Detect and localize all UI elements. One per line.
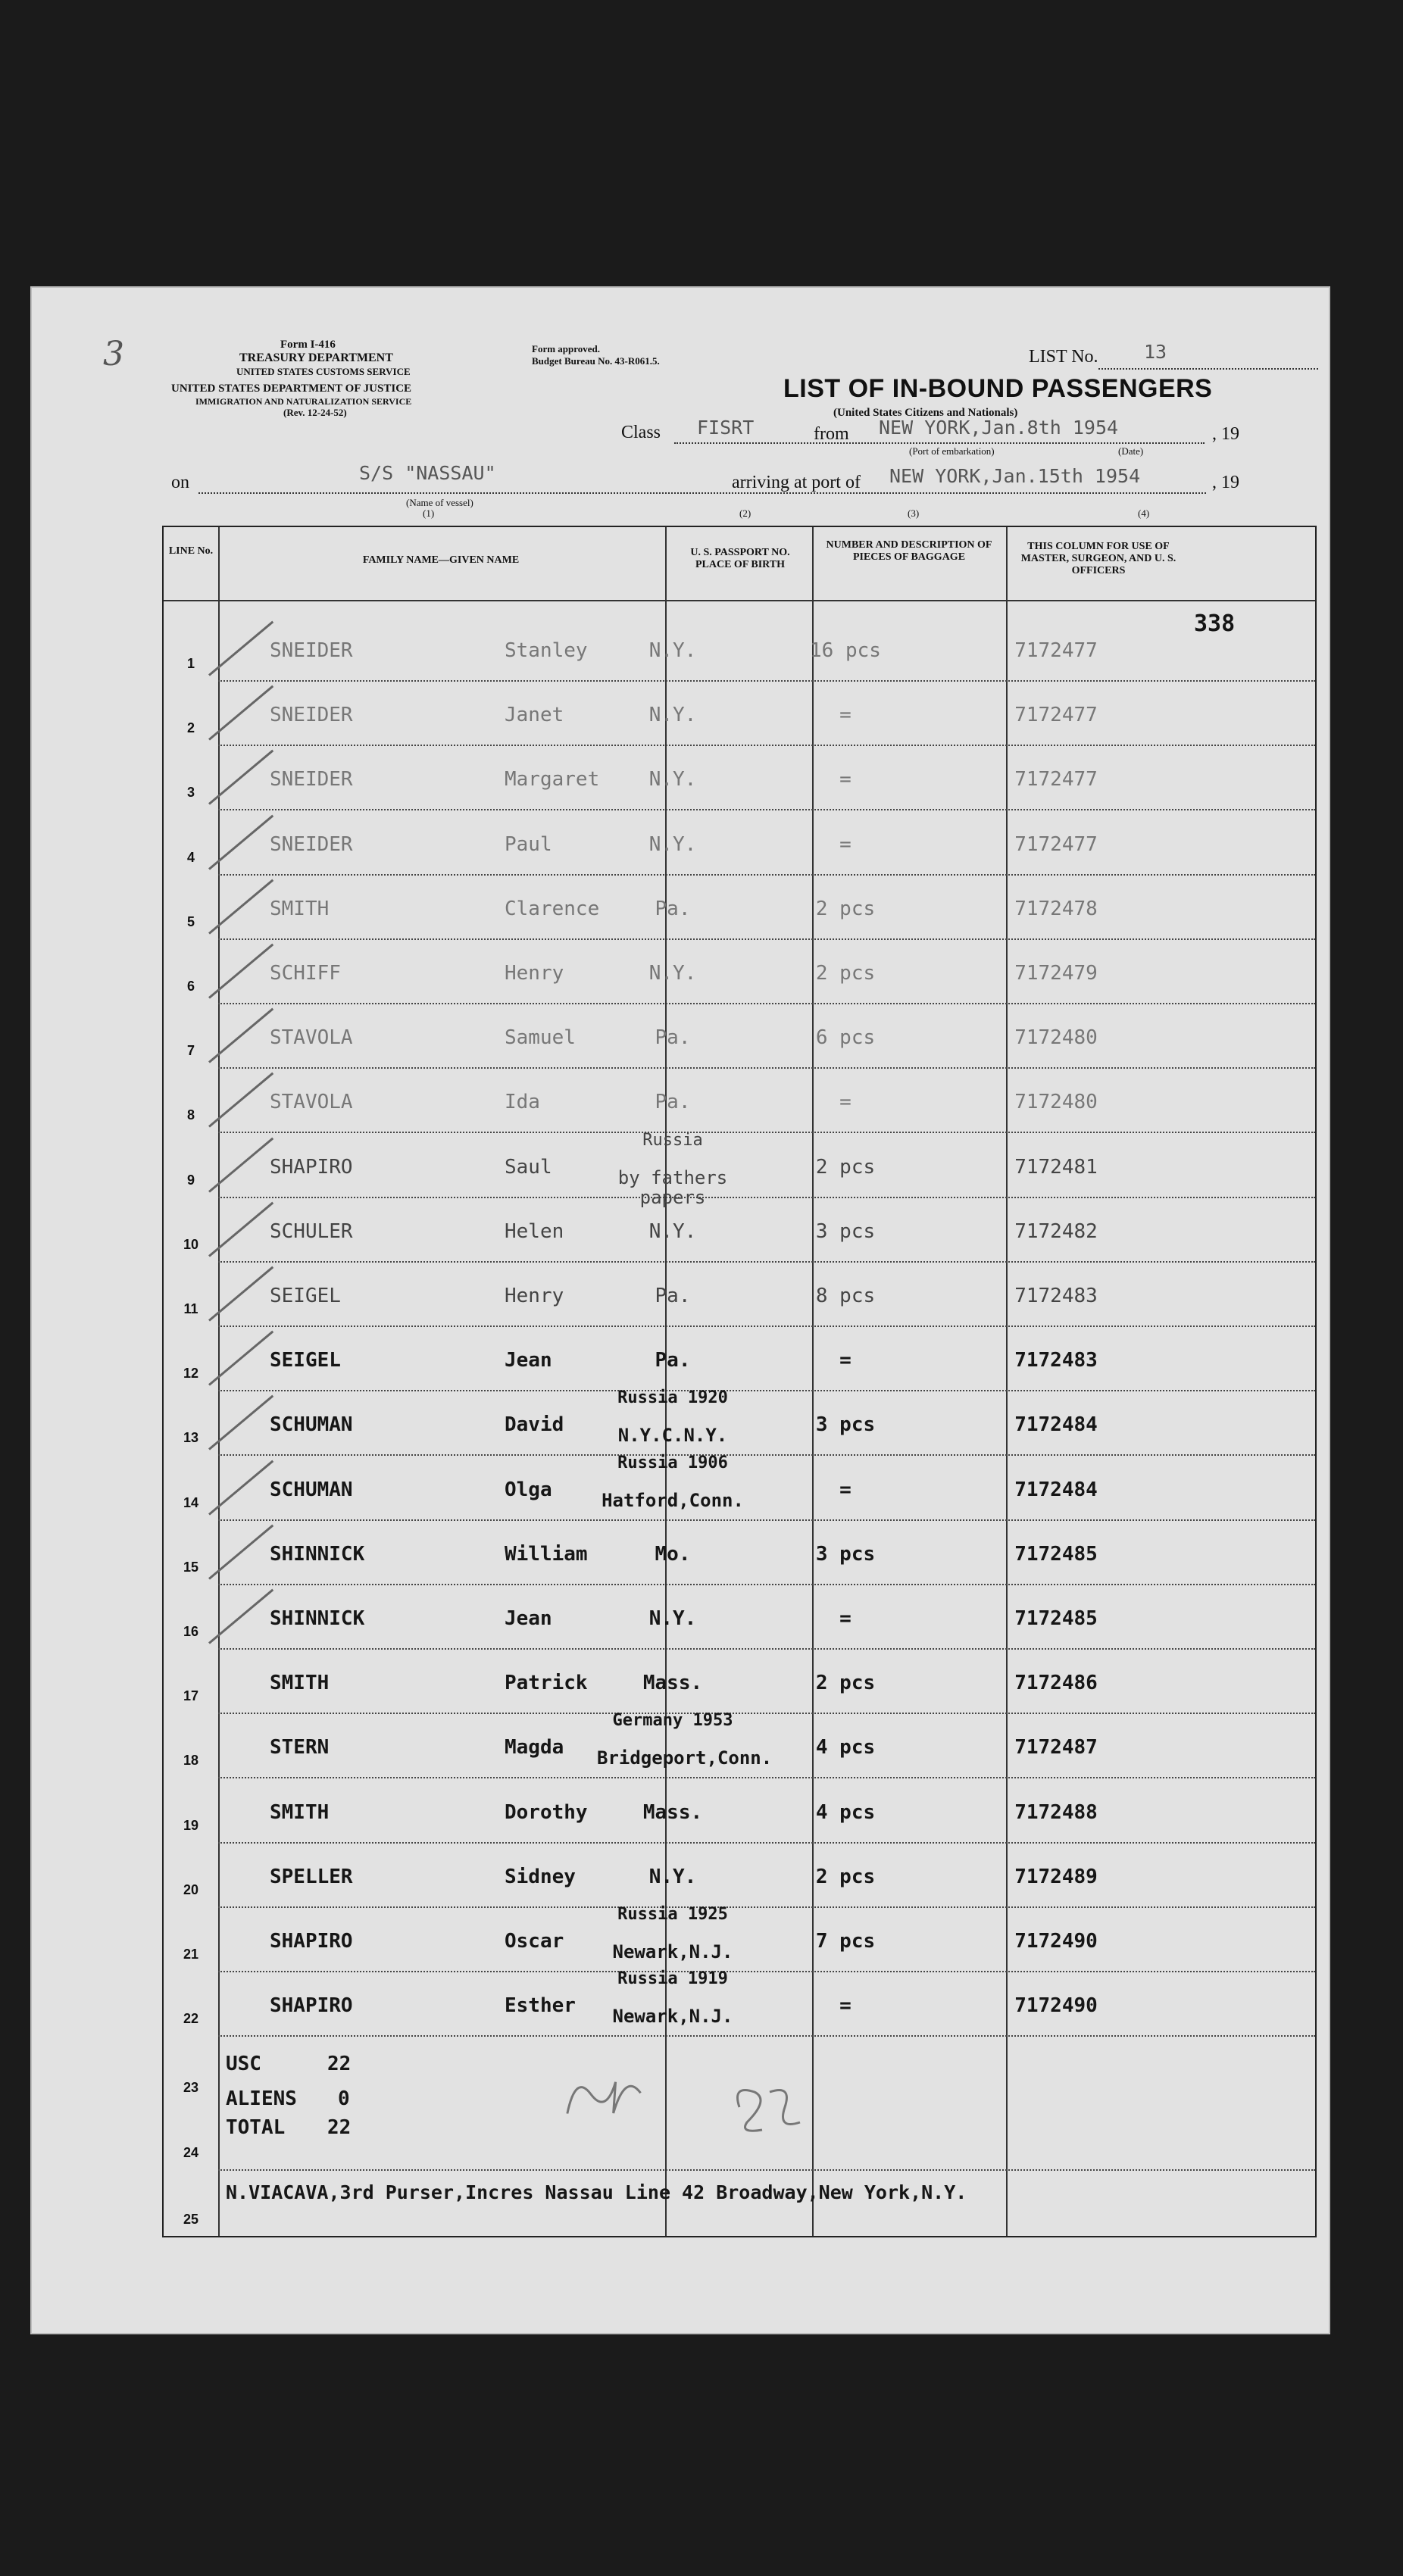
table-row [164,1202,1315,1267]
place-of-birth: Mo. [655,1542,691,1566]
family-name: SMITH [270,897,330,920]
family-name: SCHUMAN [270,1413,353,1437]
family-name: SHAPIRO [270,1930,353,1953]
line-number: 12 [183,1366,199,1382]
officer-number: 7172477 [1014,639,1098,662]
place-of-birth: by fathers papers [617,1166,728,1208]
initials-scribble-icon [724,2077,808,2137]
family-name: SNEIDER [270,768,353,792]
officer-number: 7172490 [1014,1930,1098,1953]
family-name: SHAPIRO [270,1155,353,1179]
immigration-service: IMMIGRATION AND NATURALIZATION SERVICE [195,396,412,407]
header-line-no: LINE No. [168,545,214,557]
baggage: 16 pcs [810,639,881,662]
baggage: = [839,832,851,856]
baggage: = [839,1607,851,1630]
place-of-birth: N.Y. [648,768,697,792]
class-underline [674,442,1205,444]
date-caption: (Date) [1118,445,1144,457]
row-line [218,2169,1315,2171]
given-name: David [505,1413,564,1437]
officer-number: 7172490 [1014,1994,1098,2018]
baggage: 3 pcs [815,1542,876,1566]
officer-number: 7172477 [1014,768,1098,792]
baggage: = [839,768,851,792]
table-row [164,621,1315,686]
initials-scribble-icon [552,2054,652,2130]
row-line [218,1971,1315,1972]
check-slash-mark [208,1266,273,1322]
officer-number: 7172487 [1014,1736,1098,1759]
passenger-table [162,526,1317,2237]
place-of-birth: N.Y. [648,639,697,662]
given-name: Clarence [505,897,600,920]
officer-number: 7172477 [1014,832,1098,856]
aliens-value: 0 [338,2087,350,2110]
header-divider [164,600,1315,601]
line-number: 19 [183,1817,199,1833]
line-number: 9 [186,1172,195,1188]
line-number: 5 [186,913,195,929]
line-number: 8 [186,1107,195,1123]
place-of-birth: N.Y. [648,704,697,727]
baggage: 3 pcs [815,1413,876,1437]
given-name: Magda [505,1736,564,1759]
embarkation-value: NEW YORK,Jan.8th 1954 [879,417,1119,439]
from-label: from [814,424,849,444]
check-slash-mark [208,1008,273,1063]
given-name: William [505,1542,588,1566]
baggage: 2 pcs [815,897,876,920]
year-label: , 19 [1212,424,1239,444]
given-name: Samuel [505,1026,576,1050]
line-number: 4 [186,849,195,865]
officer-number: 7172477 [1014,704,1098,727]
caption-2: (2) [739,507,751,519]
row-line [218,1584,1315,1585]
check-slash-mark [208,879,273,934]
table-row [164,750,1315,815]
check-slash-mark [208,814,273,870]
vessel-underline [198,492,1206,494]
class-value: FISRT [697,417,755,439]
given-name: Janet [505,704,564,727]
officer-number: 7172484 [1014,1413,1098,1437]
place-of-birth: Newark,N.J. [612,1941,733,1962]
given-name: Sidney [505,1865,576,1888]
family-name: SPELLER [270,1865,353,1888]
header-baggage: NUMBER AND DESCRIPTION OF PIECES OF BAGGAGE [826,539,992,563]
officer-number: 7172480 [1014,1026,1098,1050]
place-of-birth: N.Y. [648,1865,697,1888]
handwritten-initials [724,2077,808,2147]
row-line [218,1648,1315,1650]
given-name: Helen [505,1219,564,1243]
row-line [218,1197,1315,1198]
row-line [218,1132,1315,1133]
baggage: 7 pcs [815,1930,876,1953]
row-line [218,745,1315,746]
officer-number: 7172479 [1014,962,1098,985]
birth-country: Russia 1920 [617,1388,728,1408]
given-name: Saul [505,1155,552,1179]
table-row [164,1266,1315,1332]
place-of-birth: Mass. [642,1800,703,1824]
officer-number: 7172489 [1014,1865,1098,1888]
table-row [164,1388,1315,1460]
baggage: = [839,1994,851,2018]
year-label-2: , 19 [1212,473,1239,492]
table-row [164,1653,1315,1719]
given-name: Henry [505,1285,564,1307]
row-line [218,809,1315,810]
officer-number: 7172484 [1014,1478,1098,1501]
baggage: 4 pcs [815,1800,876,1824]
baggage: 2 pcs [815,962,876,985]
check-slash-mark [208,1589,273,1644]
given-name: Oscar [505,1930,564,1953]
check-slash-mark [208,1460,273,1515]
table-row [164,1073,1315,1138]
place-of-birth: Pa. [655,1026,691,1050]
table-row [164,1331,1315,1396]
table-row [164,685,1315,751]
place-of-birth: Mass. [642,1672,703,1695]
total-value: 22 [327,2116,352,2139]
given-name: Jean [505,1349,552,1372]
family-name: SNEIDER [270,704,353,727]
family-name: SCHULER [270,1219,353,1243]
line-number: 11 [183,1301,198,1316]
handwritten-initials [552,2054,655,2141]
officer-number: 7172480 [1014,1091,1098,1114]
arrival-value: NEW YORK,Jan.15th 1954 [889,465,1141,487]
birth-country: Germany 1953 [612,1711,733,1731]
baggage: 2 pcs [815,1672,876,1695]
line-number: 10 [183,1236,199,1252]
row-line [218,1519,1315,1521]
list-no-label: LIST No. [1029,347,1098,367]
line-number: 3 [186,785,195,801]
place-of-birth: Hatford,Conn. [602,1489,744,1511]
given-name: Dorothy [505,1800,588,1824]
baggage: = [839,704,851,727]
list-no-underline [1098,368,1318,370]
family-name: SMITH [270,1800,330,1824]
table-row [164,1783,1315,1848]
vessel-caption: (Name of vessel) [406,497,473,508]
birth-country: Russia 1925 [617,1905,728,1924]
table-row [164,1525,1315,1590]
family-name: SNEIDER [270,639,353,662]
family-name: SCHIFF [270,962,341,985]
page-title: LIST OF IN-BOUND PASSENGERS [783,374,1213,403]
form-approved: Form approved. [532,343,601,354]
check-slash-mark [208,685,273,741]
given-name: Ida [505,1091,540,1114]
table-row [164,1453,1315,1525]
place-of-birth: Pa. [655,1285,691,1307]
port-embarkation-caption: (Port of embarkation) [909,445,995,457]
line-number: 16 [183,1624,199,1639]
check-slash-mark [208,1201,273,1257]
table-row [164,1847,1315,1912]
row-line [218,874,1315,876]
baggage: 8 pcs [815,1285,876,1307]
family-name: STAVOLA [270,1091,353,1114]
table-row [164,1969,1315,2041]
table-row [164,1008,1315,1073]
place-of-birth: N.Y. [648,832,697,856]
aliens-label: ALIENS [226,2087,297,2110]
arriving-label: arriving at port of [732,473,861,492]
row-line [218,1454,1315,1456]
check-slash-mark [208,944,273,999]
form-number: Form I-416 [280,339,336,351]
justice-department: UNITED STATES DEPARTMENT OF JUSTICE [171,382,412,395]
row-line [218,1261,1315,1263]
place-of-birth: Pa. [655,1091,691,1114]
given-name: Esther [505,1994,576,2018]
table-row [164,815,1315,880]
on-label: on [171,473,189,492]
line-number: 20 [183,1881,199,1897]
line-number: 6 [186,979,195,994]
line-number: 22 [183,2011,199,2027]
birth-country: Russia 1919 [617,1969,728,1989]
officer-number: 7172486 [1014,1672,1098,1695]
family-name: STAVOLA [270,1026,353,1050]
check-slash-mark [208,1331,273,1386]
total-label: TOTAL [226,2116,286,2139]
vessel-caption-number: (1) [423,507,435,519]
table-row [164,944,1315,1009]
revision-date: (Rev. 12-24-52) [283,407,347,418]
row-line [218,1003,1315,1004]
list-no-value: 13 [1144,341,1167,363]
page-subtitle: (United States Citizens and Nationals) [833,407,1018,419]
baggage: 6 pcs [815,1026,876,1050]
table-row [164,1711,1315,1783]
budget-bureau: Budget Bureau No. 43-R061.5. [532,355,660,367]
given-name: Paul [505,832,552,856]
given-name: Patrick [505,1672,588,1695]
place-of-birth: Newark,N.J. [612,2006,733,2028]
officer-number: 7172485 [1014,1542,1098,1566]
line-number: 2 [186,720,195,736]
check-slash-mark [208,1137,273,1192]
line-number: 17 [183,1688,199,1704]
header-officers: THIS COLUMN FOR USE OF MASTER, SURGEON, AND U. S. OFFICERS [1020,541,1176,576]
check-slash-mark [208,1073,273,1128]
usc-label: USC [226,2053,261,2075]
place-of-birth: N.Y. [648,962,697,985]
caption-3: (3) [908,507,920,519]
baggage: = [839,1091,851,1114]
margin-mark: 3 [103,335,124,373]
header-name: FAMILY NAME—GIVEN NAME [362,554,520,566]
page-number-stamp: 338 [1194,610,1236,637]
treasury-department: TREASURY DEPARTMENT [239,351,393,364]
row-line [218,2035,1315,2037]
family-name: SHINNICK [270,1542,365,1566]
line-number: 14 [183,1494,199,1510]
baggage: 2 pcs [815,1155,876,1179]
family-name: SHAPIRO [270,1994,353,2018]
given-name: Margaret [505,768,600,792]
line-number: 1 [186,656,195,671]
row-line [218,1067,1315,1069]
officer-number: 7172483 [1014,1349,1098,1372]
given-name: Jean [505,1607,552,1630]
caption-4: (4) [1138,507,1150,519]
usc-value: 22 [327,2053,352,2075]
table-row [164,879,1315,945]
place-of-birth: N.Y. [648,1219,697,1243]
row-line [218,938,1315,940]
family-name: SMITH [270,1672,330,1695]
vessel-value: S/S "NASSAU" [359,462,496,484]
line-number: 15 [183,1559,199,1575]
family-name: SEIGEL [270,1349,341,1372]
class-label: Class [621,423,661,442]
line-number: 24 [183,2145,199,2160]
family-name: SCHUMAN [270,1478,353,1501]
birth-country: Russia 1906 [617,1453,728,1472]
officer-number: 7172482 [1014,1219,1098,1243]
family-name: SNEIDER [270,832,353,856]
given-name: Olga [505,1478,552,1501]
line-number: 21 [183,1947,199,1962]
birth-country: Russia [642,1130,703,1150]
line-number: 7 [186,1043,195,1059]
place-of-birth: N.Y.C.N.Y. [617,1425,728,1447]
baggage: 4 pcs [815,1736,876,1759]
purser-signature-line: N.VIACAVA,3rd Purser,Incres Nassau Line 42 Broadway,New York,N.Y. [226,2181,967,2203]
row-line [218,1325,1315,1327]
row-line [218,1842,1315,1844]
family-name: SHINNICK [270,1607,365,1630]
check-slash-mark [208,1395,273,1450]
line-number: 25 [183,2212,199,2227]
table-row [164,1905,1315,1977]
header-passport: U. S. PASSPORT NO. PLACE OF BIRTH [690,547,790,570]
place-of-birth: Bridgeport,Conn. [597,1747,773,1769]
place-of-birth: N.Y. [648,1607,697,1630]
line-number: 23 [183,2080,199,2095]
baggage: 3 pcs [815,1219,876,1243]
check-slash-mark [208,621,273,676]
baggage: = [839,1349,851,1372]
row-line [218,1390,1315,1391]
check-slash-mark [208,1524,273,1579]
baggage: 2 pcs [815,1865,876,1888]
table-row [164,1589,1315,1654]
line-number: 13 [183,1430,199,1446]
place-of-birth: Pa. [655,897,691,920]
officer-number: 7172488 [1014,1800,1098,1824]
given-name: Henry [505,962,564,985]
baggage: = [839,1478,851,1501]
officer-number: 7172481 [1014,1155,1098,1179]
family-name: SEIGEL [270,1285,341,1307]
officer-number: 7172483 [1014,1285,1098,1307]
table-row [164,1130,1315,1208]
officer-number: 7172485 [1014,1607,1098,1630]
given-name: Stanley [505,639,588,662]
line-number: 18 [183,1753,199,1769]
check-slash-mark [208,750,273,805]
officer-number: 7172478 [1014,897,1098,920]
row-line [218,680,1315,682]
family-name: STERN [270,1736,330,1759]
place-of-birth: Pa. [655,1349,691,1372]
customs-service: UNITED STATES CUSTOMS SERVICE [236,366,411,377]
row-line [218,1713,1315,1714]
row-line [218,1777,1315,1778]
row-line [218,1906,1315,1908]
